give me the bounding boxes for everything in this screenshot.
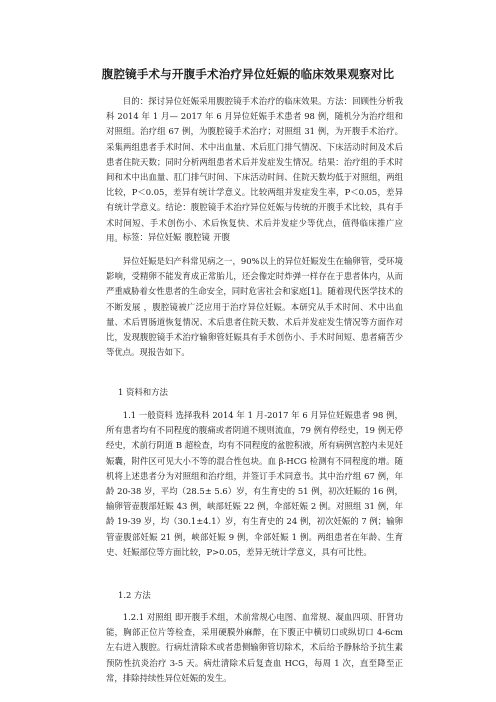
keyword-item: 异位妊娠 bbox=[147, 232, 182, 242]
control-group-paragraph: 1.2.1 对照组 即开腹手术组，术前常规心电图、血常规、凝血四项、肝肾功能，胸部正位片等检查，采用硬膜外麻醉，在下腹正中横切口或纵切口 4-6cm 左右进入腹腔。行病灶清除术或者患侧输卵管切除术，术后给予静脉给予抗生素预防性抗炎治疗 3-5 天。病灶清除术后复查血 HCG，每周 1 次，直至降至正常，排除持续性异位妊娠的发生。 bbox=[106, 612, 403, 683]
introduction-paragraph: 异位妊娠是妇产科常见病之一，90%以上的异位妊娠发生在输卵管，受环境影响，受精卵不能发育成正常胎儿，还会像定时炸弹一样存在于患者体内，从而严重威胁着女性患者的生命安全，同时危害社会和家庭[1]。随着现代医学技术的不断发展 ，腹腔镜被广泛应用于治疗异位妊娠。本研究从手术时间、术中出血量、术后胃肠道恢复情况、术后患者住院天数、术后并发症发生情况等方面作对比，发现腹腔镜手术治疗输卵管妊娠具有手术创伤小、手术时间短、患者痛苦少等优点。现报告如下。 bbox=[106, 256, 403, 358]
keywords-line bbox=[106, 230, 403, 245]
keywords-label: 标签： bbox=[122, 232, 148, 242]
paper-title: 腹腔镜手术与开腹手术治疗异位妊娠的临床效果观察对比 bbox=[101, 67, 395, 81]
abstract-paragraph: 目的：探讨异位妊娠采用腹腔镜手术治疗的临床效果。方法：回顾性分析我科 2014 年 1 月— 2017 年 6 月异位妊娠手术患者 98 例，随机分为治疗组和对照组。治疗组 67 例，为腹腔镜手术治疗；对照组 31 例，为开腹手术治疗。采集两组患者手术时间、术中出血量、术后肛门排气情况、下床活动时间及术后患者住院天数；同时分析两组患者术后并发症发生情况。结果：治疗组的手术时间和术中出血量、肛门排气时间、下床活动时间、住院天数均低于对照组，两组比较，P＜0.05，差异有统计学意义。比较两组并发症发生率，P＜0.05，差异有统计学意义。结论：腹腔镜手术治疗异位妊娠与传统的开腹手术比较，具有手术时间短、手术创伤小、术后恢复快、术后并发症少等优点，值得临床推广应用。 bbox=[106, 96, 403, 243]
subsection-heading: 1.2 方法 bbox=[118, 590, 151, 600]
general-data-paragraph: 1.1 一般资料 选择我科 2014 年 1 月-2017 年 6 月异位妊娠患者 98 例，所有患者均有不同程度的腹痛或者阴道不规则流血，79 例有停经史，19 例无停经史，术前行阴道 B 超检查，均有不同程度的盆腔积液，所有病例宫腔内未见妊娠囊，附件区可见大小不等的混合性包块。血 β-HCG 检测有不同程度的增。随机将上述患者分为对照组和治疗组，并签订手术同意书。其中治疗组 67 例，年龄 20-38 岁，平均（28.5± 5.6）岁，有生育史的 51 例，初次妊娠的 16 例，输卵管壶腹部妊娠 43 例，峡部妊娠 22 例，伞部妊娠 2 例。对照组 31 例，年龄 19-39 岁，均（30.1±4.1）岁，有生育史的 24 例，初次妊娠的 7 例；输卵管壶腹部妊娠 21 例，峡部妊娠 9 例，伞部妊娠 1 例。两组患者在年龄、生育史、妊娠部位等方面比较，P>0.05，差异无统计学意义，具有可比性。 bbox=[106, 410, 403, 557]
keyword-item: 开腹 bbox=[213, 232, 231, 242]
keyword-item: 腹腔镜 bbox=[184, 232, 210, 242]
section-heading: 1 资料和方法 bbox=[118, 387, 168, 397]
